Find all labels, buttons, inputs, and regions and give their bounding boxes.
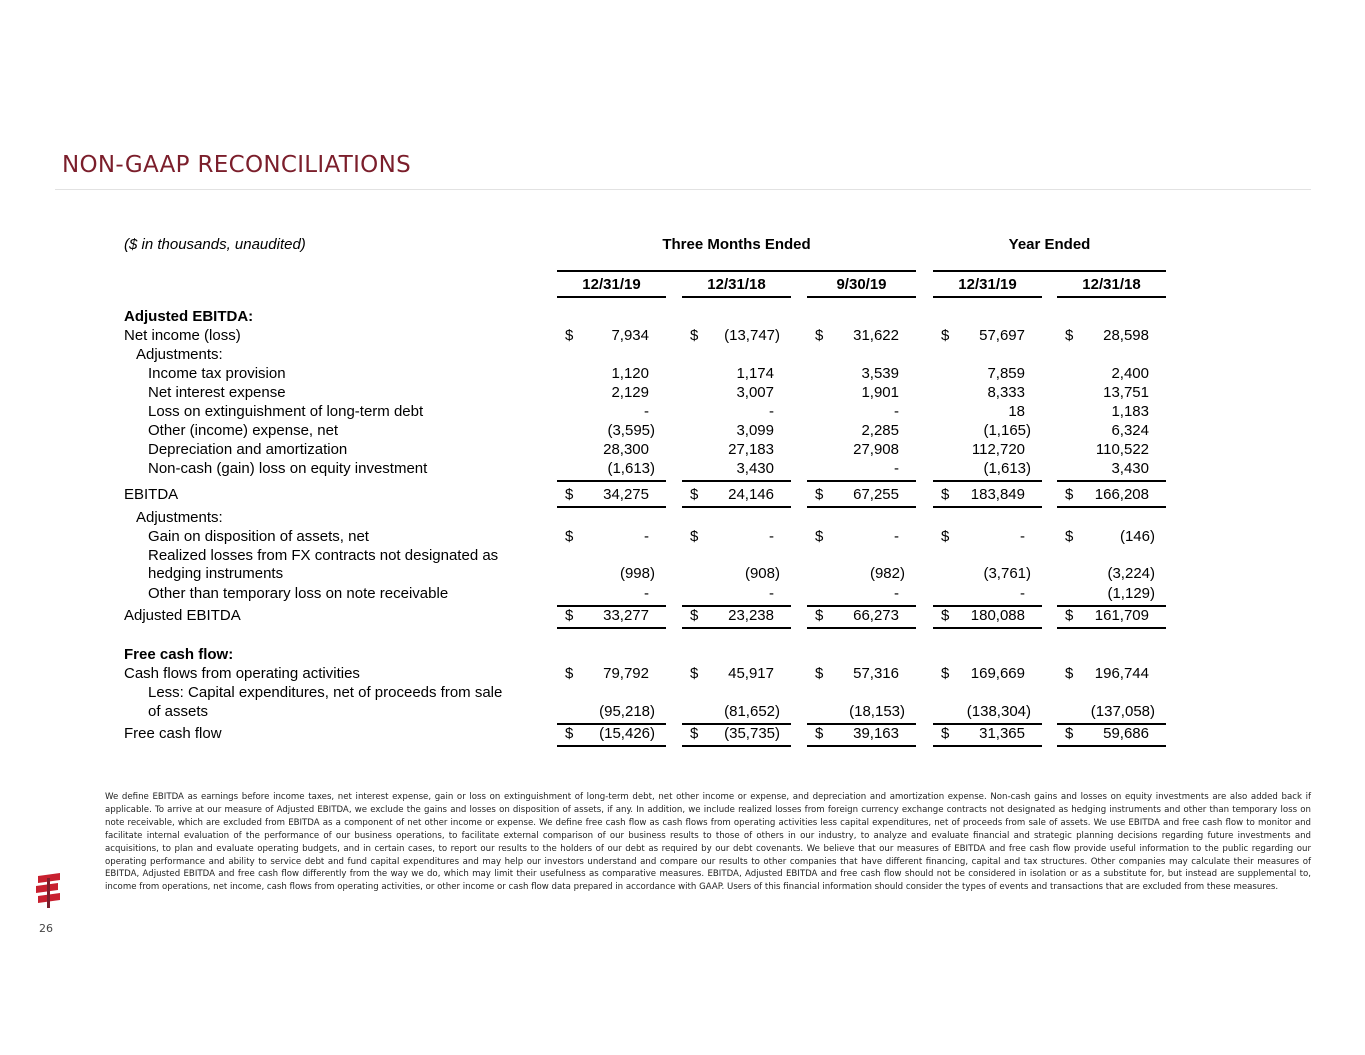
table-cell (807, 585, 916, 604)
currency-symbol: $ (565, 327, 574, 344)
table-cell (807, 703, 916, 722)
cell-value: 24,146 (728, 486, 774, 503)
currency-symbol: $ (690, 725, 699, 742)
cell-value: 27,183 (728, 441, 774, 458)
table-cell (557, 528, 666, 547)
cell-value: 169,669 (970, 665, 1025, 682)
cell-value: 1,183 (1111, 403, 1149, 420)
row-label: Gain on disposition of assets, net (148, 528, 369, 545)
cell-value: 8,333 (987, 384, 1025, 401)
table-row (0, 703, 1365, 722)
row-label: Adjustments: (136, 509, 223, 526)
row-label: Adjusted EBITDA (124, 607, 241, 624)
row-label: Non-cash (gain) loss on equity investment (148, 460, 428, 477)
currency-symbol: $ (1065, 665, 1074, 682)
table-cell (1057, 327, 1166, 346)
cell-value: 33,277 (603, 607, 649, 624)
cell-value: 45,917 (728, 665, 774, 682)
footnote-text: We define EBITDA as earnings before income taxes, net interest expense, gain or loss on extinguishment of long-term debt, net other income or expense, and depreciation and amortization expense. Non-cash gains and losses on equity investments are also added back if applicable. To arrive at our measure of Adjusted EBITDA, we exclude the gains and losses on disposition of assets, if any. In addition, we include realized losses from foreign currency exchange contracts not designated as hedging instruments and other than temporary loss on note receivable, which are excluded from EBITDA as a component of net other income or expense. We define free cash flow as cash flows from operating activities less capital expenditures, net of proceeds from sale of assets. We use EBITDA and free cash flow to monitor and facilitate internal evaluation of the performance of our business operations, to facilitate external comparison of our business results to those of others in our industry, to analyze and evaluate financial and strategic planning decisions regarding future investments and acquisitions, to plan and evaluate operating budgets, and in certain cases, to report our results to the holders of our debt as required by our debt covenants. We believe that our measures of EBITDA and free cash flow provide useful information to the public regarding our operating performance and ability to service debt and fund capital expenditures and may help our investors understand and compare our results to other companies that have different financing, capital and tax structures. Other companies may calculate their measures of EBITDA, Adjusted EBITDA and free cash flow differently from the way we do, which may limit their usefulness as comparative measures. EBITDA, Adjusted EBITDA and free cash flow should not be considered in isolation or as a substitute for, but instead are supplemental to, income from operations, net income, cash flows from operating activities, or other income or cash flow data prepared in accordance with GAAP. Users of this financial information should consider the types of events and transactions that are excluded from these measures. (105, 792, 1311, 893)
column-header-rule (682, 296, 791, 298)
cell-value: 57,316 (853, 665, 899, 682)
cell-value: 7,859 (987, 365, 1025, 382)
cell-value: (982) (869, 565, 905, 582)
currency-symbol: $ (1065, 528, 1074, 545)
cell-value: 3,007 (736, 384, 774, 401)
cell-value: 3,430 (1111, 460, 1149, 477)
cell-value: 57,697 (979, 327, 1025, 344)
table-cell (1057, 460, 1166, 479)
cell-value: (3,595) (607, 422, 655, 439)
table-cell (557, 441, 666, 460)
cell-value: - (644, 403, 649, 420)
cell-value: 79,792 (603, 665, 649, 682)
table-cell (933, 403, 1042, 422)
currency-symbol: $ (565, 528, 574, 545)
table-cell (1057, 565, 1166, 584)
cell-value: 183,849 (970, 486, 1025, 503)
table-cell (1057, 441, 1166, 460)
table-cell (682, 327, 791, 346)
cell-value: 66,273 (853, 607, 899, 624)
table-cell (933, 422, 1042, 441)
table-row (0, 403, 1365, 422)
table-cell (682, 585, 791, 604)
cell-value: - (1020, 528, 1025, 545)
currency-symbol: $ (815, 725, 824, 742)
column-header-rule (1057, 296, 1166, 298)
cell-value: (146) (1119, 528, 1155, 545)
row-label: EBITDA (124, 486, 179, 503)
column-header: 12/31/18 (707, 276, 766, 293)
cell-value: 13,751 (1103, 384, 1149, 401)
cell-value: (1,165) (983, 422, 1031, 439)
table-cell (557, 585, 666, 604)
table-cell (933, 486, 1042, 505)
cell-value: 1,901 (861, 384, 899, 401)
cell-value: 6,324 (1111, 422, 1149, 439)
table-cell (1057, 422, 1166, 441)
table-row (0, 486, 1365, 505)
cell-value: (18,153) (849, 703, 905, 720)
cell-value: 2,129 (611, 384, 649, 401)
group-header-three-months: Three Months Ended (662, 236, 811, 253)
cell-value: 3,430 (736, 460, 774, 477)
currency-symbol: $ (565, 665, 574, 682)
table-row (0, 665, 1365, 684)
currency-symbol: $ (565, 486, 574, 503)
column-header-rule (807, 296, 916, 298)
table-row (0, 607, 1365, 626)
row-label: Loss on extinguishment of long-term debt (148, 403, 424, 420)
currency-symbol: $ (690, 607, 699, 624)
cell-value: 39,163 (853, 725, 899, 742)
table-row (0, 565, 1365, 584)
table-cell (807, 365, 916, 384)
currency-symbol: $ (941, 528, 950, 545)
table-cell (682, 607, 791, 626)
table-cell (557, 384, 666, 403)
table-cell (682, 365, 791, 384)
cell-value: 2,285 (861, 422, 899, 439)
currency-symbol: $ (690, 486, 699, 503)
currency-symbol: $ (941, 327, 950, 344)
group-header-year: Year Ended (1008, 236, 1091, 253)
cell-value: (95,218) (599, 703, 655, 720)
currency-symbol: $ (1065, 327, 1074, 344)
table-cell (933, 703, 1042, 722)
table-cell (682, 384, 791, 403)
cell-value: - (894, 460, 899, 477)
row-label: Income tax provision (148, 365, 286, 382)
table-cell (1057, 365, 1166, 384)
cell-value: - (769, 528, 774, 545)
column-header-rule (933, 296, 1042, 298)
currency-symbol: $ (815, 486, 824, 503)
table-cell (807, 384, 916, 403)
table-cell (933, 585, 1042, 604)
currency-symbol: $ (815, 665, 824, 682)
cell-value: (998) (619, 565, 655, 582)
table-cell (807, 441, 916, 460)
cell-value: (3,224) (1107, 565, 1155, 582)
cell-value: 3,099 (736, 422, 774, 439)
currency-symbol: $ (815, 528, 824, 545)
cell-value: (908) (744, 565, 780, 582)
cell-value: - (1020, 585, 1025, 602)
cell-value: (137,058) (1090, 703, 1155, 720)
cell-value: 110,522 (1095, 441, 1149, 458)
cell-value: 2,400 (1111, 365, 1149, 382)
table-cell (1057, 607, 1166, 626)
table-cell (933, 441, 1042, 460)
table-cell (807, 565, 916, 584)
table-cell (682, 486, 791, 505)
table-cell (682, 665, 791, 684)
table-cell (1057, 665, 1166, 684)
table-cell (1057, 528, 1166, 547)
currency-symbol: $ (690, 327, 699, 344)
page-title: NON-GAAP RECONCILIATIONS (62, 152, 411, 178)
cell-value: 27,908 (853, 441, 899, 458)
row-label: Free cash flow: (124, 646, 234, 663)
table-cell (682, 565, 791, 584)
table-row (0, 422, 1365, 441)
currency-symbol: $ (690, 665, 699, 682)
row-label: Realized losses from FX contracts not designated as (148, 547, 499, 564)
cell-value: 31,622 (853, 327, 899, 344)
table-row (0, 460, 1365, 479)
cell-value: 34,275 (603, 486, 649, 503)
currency-symbol: $ (815, 327, 824, 344)
row-label: Adjusted EBITDA: (124, 308, 254, 325)
cell-value: 112,720 (971, 441, 1025, 458)
table-row (0, 585, 1365, 604)
cell-value: 196,744 (1094, 665, 1149, 682)
cell-value: - (644, 585, 649, 602)
table-row (0, 547, 1365, 566)
table-cell (807, 460, 916, 479)
row-label: Less: Capital expenditures, net of proceeds from sale (148, 684, 503, 701)
table-cell (933, 565, 1042, 584)
cell-value: (1,613) (607, 460, 655, 477)
row-label: Depreciation and amortization (148, 441, 348, 458)
cell-value: 18 (1008, 403, 1025, 420)
table-cell (1057, 403, 1166, 422)
currency-symbol: $ (565, 725, 574, 742)
cell-value: - (894, 528, 899, 545)
table-row (0, 365, 1365, 384)
row-label: Other (income) expense, net (148, 422, 339, 439)
table-row (0, 684, 1365, 703)
column-header: 12/31/19 (582, 276, 641, 293)
cell-value: (138,304) (966, 703, 1031, 720)
table-cell (933, 725, 1042, 744)
table-row (0, 308, 1365, 327)
company-logo-icon (32, 872, 64, 908)
cell-value: - (769, 403, 774, 420)
column-header: 12/31/18 (1082, 276, 1141, 293)
currency-symbol: $ (1065, 486, 1074, 503)
table-row (0, 528, 1365, 547)
table-cell (933, 665, 1042, 684)
cell-value: 28,598 (1103, 327, 1149, 344)
table-row (0, 725, 1365, 744)
table-cell (557, 665, 666, 684)
currency-symbol: $ (941, 725, 950, 742)
column-header: 9/30/19 (836, 276, 887, 293)
row-label: of assets (148, 703, 209, 720)
cell-value: (3,761) (983, 565, 1031, 582)
currency-symbol: $ (1065, 607, 1074, 624)
cell-value: 180,088 (970, 607, 1025, 624)
table-cell (557, 565, 666, 584)
table-cell (1057, 486, 1166, 505)
column-header: 12/31/19 (958, 276, 1017, 293)
currency-symbol: $ (565, 607, 574, 624)
table-cell (557, 486, 666, 505)
cell-value: - (769, 585, 774, 602)
cell-value: - (894, 403, 899, 420)
table-row (0, 327, 1365, 346)
table-cell (933, 327, 1042, 346)
cell-value: 1,120 (611, 365, 649, 382)
units-note: ($ in thousands, unaudited) (124, 236, 306, 253)
table-cell (933, 607, 1042, 626)
cell-value: 3,539 (861, 365, 899, 382)
cell-value: 161,709 (1094, 607, 1149, 624)
row-label: Free cash flow (124, 725, 222, 742)
table-row (0, 384, 1365, 403)
table-cell (807, 422, 916, 441)
table-cell (933, 528, 1042, 547)
table-cell (557, 703, 666, 722)
table-row (0, 346, 1365, 365)
cell-value: 31,365 (979, 725, 1025, 742)
currency-symbol: $ (1065, 725, 1074, 742)
group-rule-year (933, 270, 1166, 272)
cell-value: (13,747) (724, 327, 780, 344)
cell-value: - (644, 528, 649, 545)
table-cell (557, 403, 666, 422)
cell-value: 67,255 (853, 486, 899, 503)
cell-value: - (894, 585, 899, 602)
cell-value: (81,652) (724, 703, 780, 720)
table-cell (682, 725, 791, 744)
table-cell (557, 365, 666, 384)
cell-value: (15,426) (599, 725, 655, 742)
table-row (0, 441, 1365, 460)
table-row (0, 646, 1365, 665)
row-label: Net income (loss) (124, 327, 241, 344)
table-cell (933, 460, 1042, 479)
row-label: Net interest expense (148, 384, 286, 401)
table-cell (557, 327, 666, 346)
table-cell (682, 460, 791, 479)
table-cell (682, 441, 791, 460)
table-cell (807, 528, 916, 547)
cell-value: 166,208 (1094, 486, 1149, 503)
table-cell (1057, 585, 1166, 604)
table-cell (1057, 703, 1166, 722)
row-label: Other than temporary loss on note receivable (148, 585, 449, 602)
page-number: 26 (39, 922, 53, 935)
table-cell (557, 607, 666, 626)
table-cell (1057, 725, 1166, 744)
table-cell (807, 486, 916, 505)
table-cell (807, 607, 916, 626)
currency-symbol: $ (941, 665, 950, 682)
row-label: Cash flows from operating activities (124, 665, 360, 682)
column-header-rule (557, 296, 666, 298)
cell-value: 23,238 (728, 607, 774, 624)
table-cell (1057, 384, 1166, 403)
table-cell (807, 725, 916, 744)
table-cell (682, 422, 791, 441)
cell-value: (1,129) (1107, 585, 1155, 602)
currency-symbol: $ (815, 607, 824, 624)
currency-symbol: $ (941, 607, 950, 624)
group-rule-three-months (557, 270, 916, 272)
title-divider (55, 189, 1311, 190)
table-cell (807, 327, 916, 346)
table-cell (807, 665, 916, 684)
cell-value: (1,613) (983, 460, 1031, 477)
cell-value: 1,174 (736, 365, 774, 382)
table-cell (682, 528, 791, 547)
table-cell (682, 703, 791, 722)
table-cell (682, 403, 791, 422)
table-cell (557, 725, 666, 744)
cell-value: 7,934 (611, 327, 649, 344)
table-cell (933, 365, 1042, 384)
cell-value: 59,686 (1103, 725, 1149, 742)
currency-symbol: $ (941, 486, 950, 503)
table-row (0, 509, 1365, 528)
table-cell (557, 460, 666, 479)
cell-value: 28,300 (603, 441, 649, 458)
table-cell (933, 384, 1042, 403)
cell-value: (35,735) (724, 725, 780, 742)
row-label: hedging instruments (148, 565, 284, 582)
table-cell (807, 403, 916, 422)
table-cell (557, 422, 666, 441)
currency-symbol: $ (690, 528, 699, 545)
row-label: Adjustments: (136, 346, 223, 363)
